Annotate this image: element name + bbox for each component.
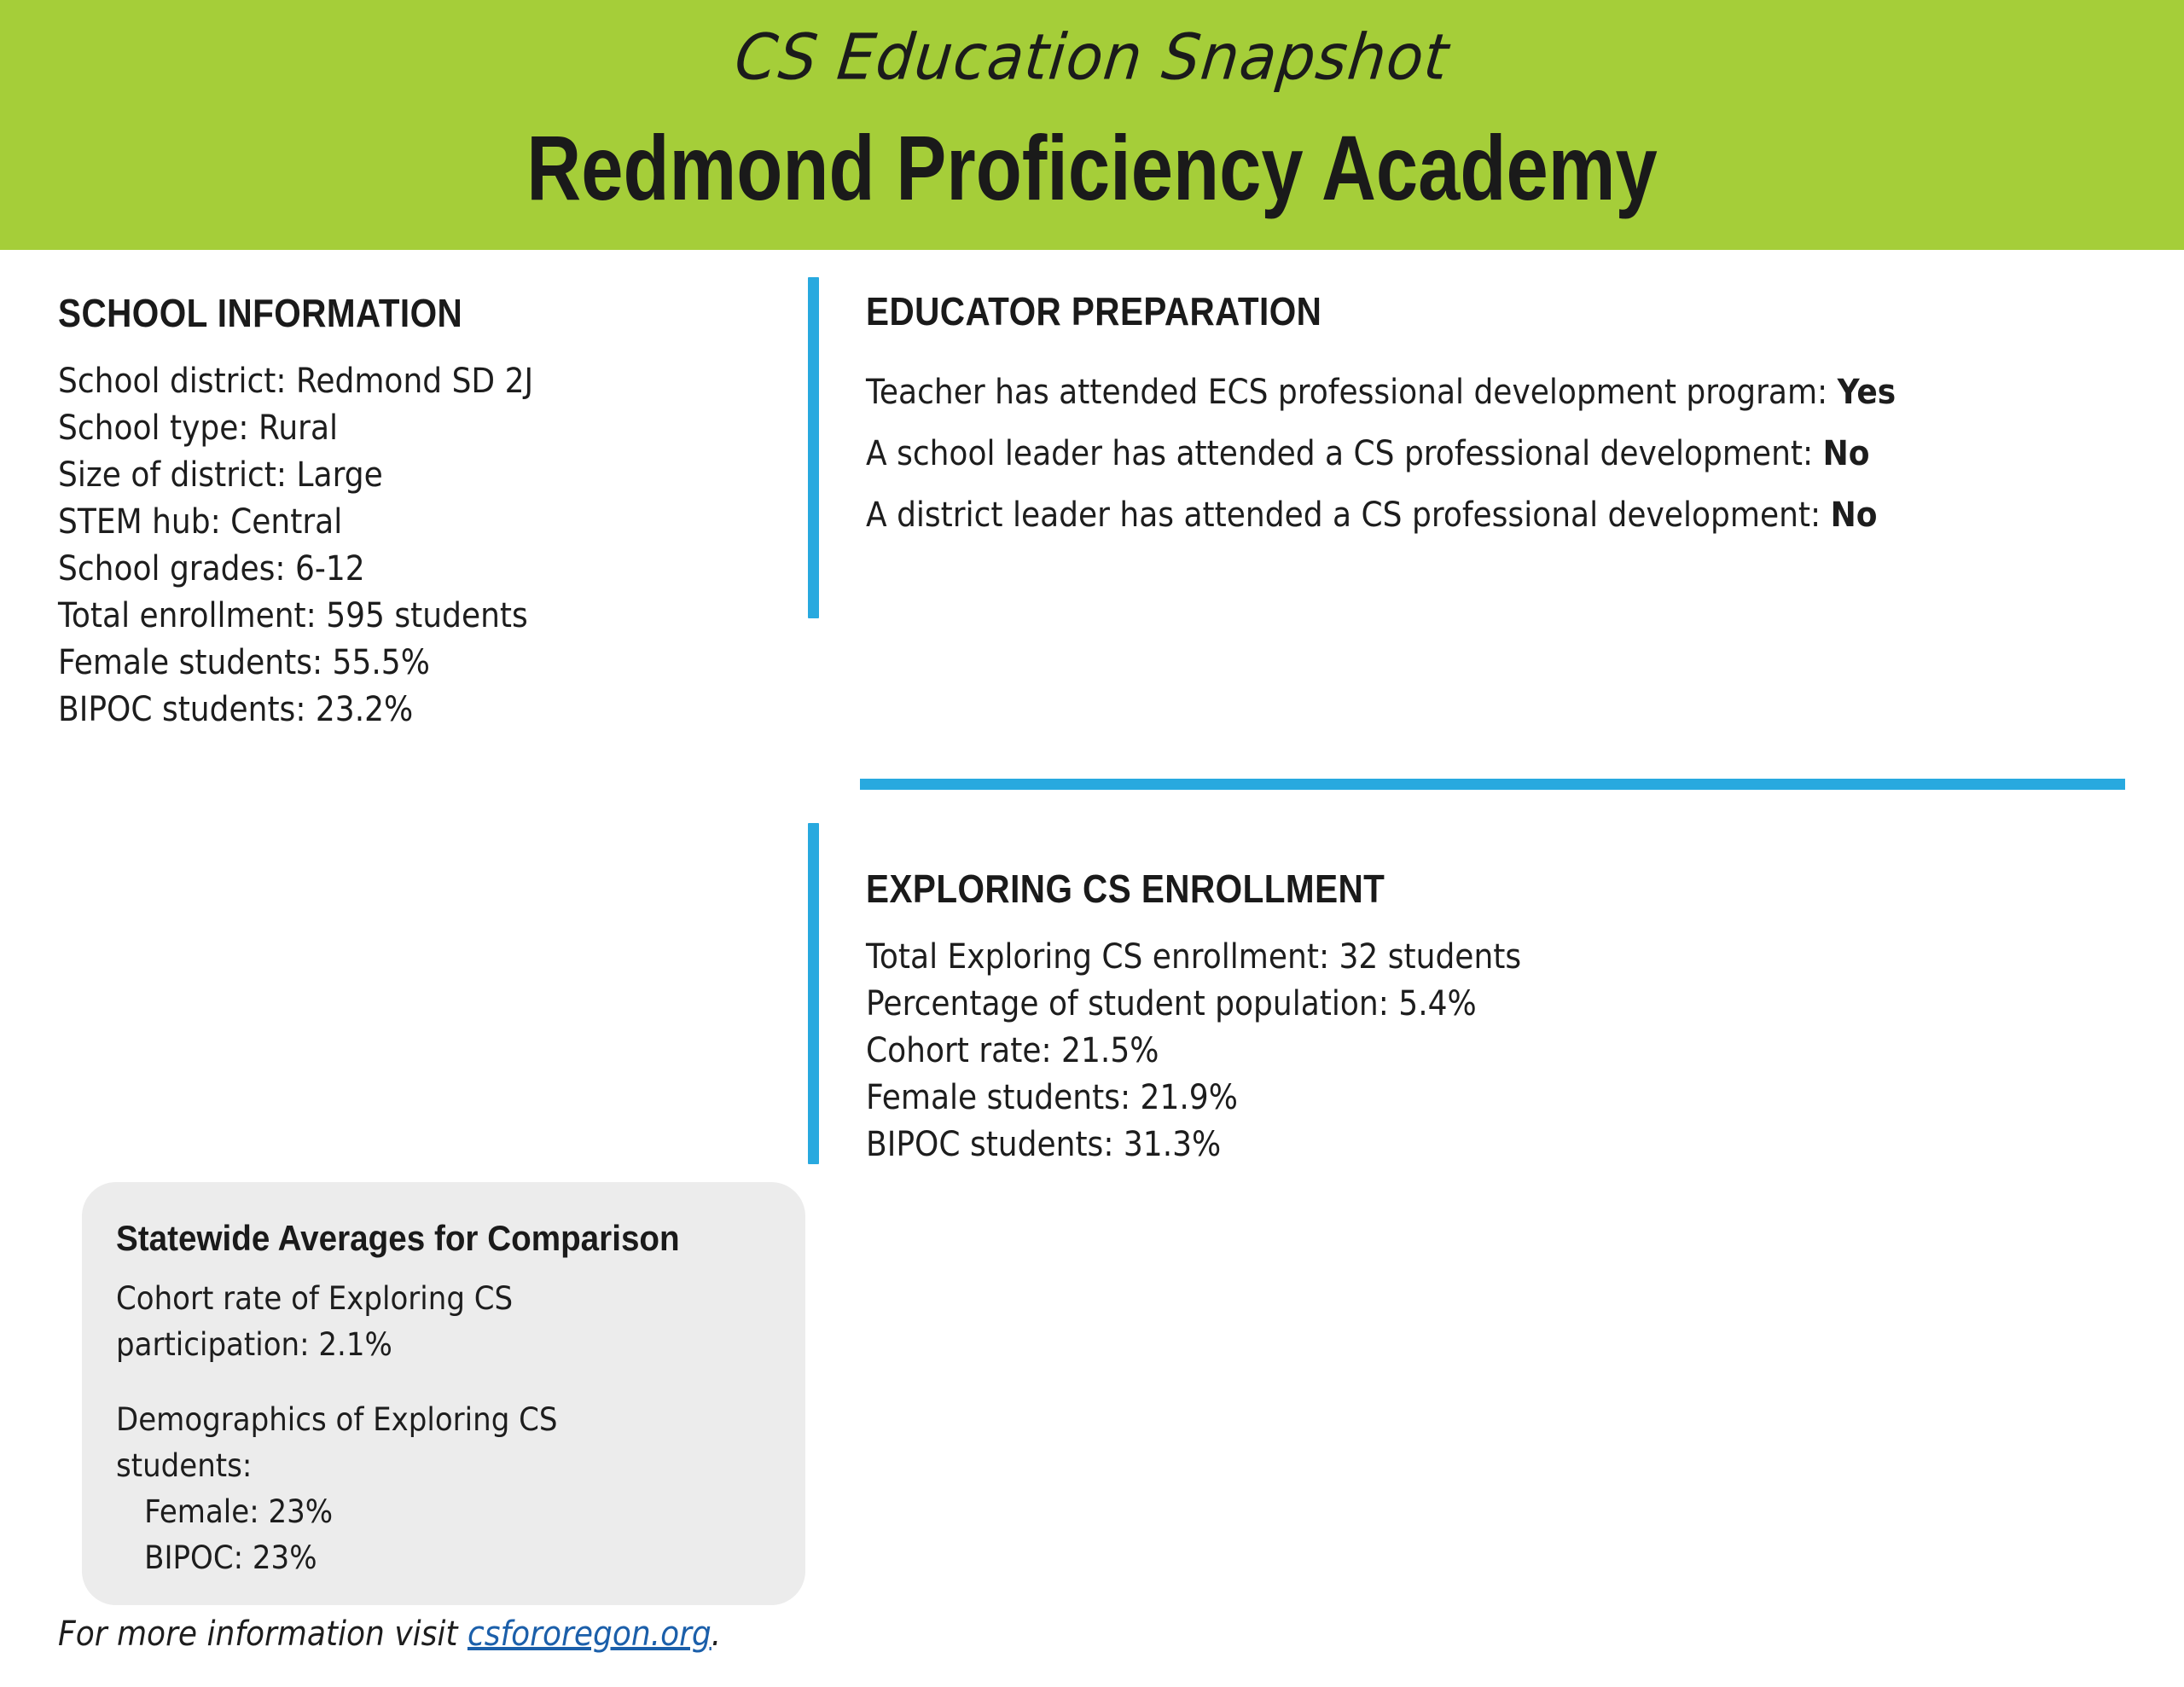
list-item: School grades: 6-12 <box>58 549 365 588</box>
statewide-demographics-group <box>116 1397 805 1581</box>
school-information-list <box>58 358 758 733</box>
educator-preparation-list <box>866 362 2146 546</box>
list-item <box>866 484 2018 546</box>
list-item: School district: Redmond SD 2J <box>58 362 534 401</box>
statewide-demographic-bipoc: BIPOC: 23% <box>144 1539 317 1576</box>
status-badge: Yes <box>1837 373 1896 412</box>
list-item: Size of district: Large <box>58 455 383 495</box>
educator-item-label: A school leader has attended a CS professional development: <box>866 434 1814 473</box>
school-information-heading: SCHOOL INFORMATION <box>58 291 463 335</box>
list-item: Total Exploring CS enrollment: 32 students <box>866 937 1522 977</box>
csfororegon-link[interactable]: csfororegon.org <box>467 1615 712 1654</box>
list-item <box>866 423 2018 484</box>
list-item: Female students: 21.9% <box>866 1078 1238 1117</box>
educator-preparation-section <box>866 288 2146 546</box>
status-badge: No <box>1830 496 1878 535</box>
educator-item-label: Teacher has attended ECS professional development program: <box>866 373 1828 412</box>
exploring-cs-enrollment-list <box>866 934 2060 1168</box>
exploring-cs-enrollment-heading: EXPLORING CS ENROLLMENT <box>866 867 1385 911</box>
statewide-line: Cohort rate of Exploring CS <box>116 1280 514 1317</box>
school-information-section <box>58 290 758 733</box>
list-item: Percentage of student population: 5.4% <box>866 984 1477 1023</box>
educator-preparation-heading: EDUCATOR PREPARATION <box>866 289 1322 333</box>
status-badge: No <box>1822 434 1870 473</box>
list-item <box>866 362 2018 423</box>
educator-preparation-accent-bar <box>808 277 819 618</box>
list-item: BIPOC students: 31.3% <box>866 1125 1222 1164</box>
exploring-cs-enrollment-section <box>866 866 2060 1168</box>
statewide-demographic-female: Female: 23% <box>144 1493 334 1530</box>
statewide-cohort-rate-group <box>116 1276 805 1368</box>
exploring-cs-accent-bar <box>808 823 819 1164</box>
list-item: BIPOC students: 23.2% <box>58 690 414 729</box>
statewide-averages-title: Statewide Averages for Comparison <box>116 1218 680 1258</box>
statewide-line: participation: 2.1% <box>116 1326 392 1363</box>
list-item: Cohort rate: 21.5% <box>866 1031 1159 1070</box>
list-item: Total enrollment: 595 students <box>58 596 528 635</box>
footer-note <box>58 1615 721 1654</box>
header-banner <box>0 0 2184 250</box>
statewide-line: students: <box>116 1447 253 1484</box>
footer-suffix-text: . <box>711 1615 722 1654</box>
snapshot-script-title: CS Education Snapshot <box>731 20 1453 95</box>
statewide-line: Demographics of Exploring CS <box>116 1401 558 1438</box>
list-item: Female students: 55.5% <box>58 643 430 682</box>
list-item: School type: Rural <box>58 409 339 448</box>
page-title: Redmond Proficiency Academy <box>526 116 1658 219</box>
educator-item-label: A district leader has attended a CS professional development: <box>866 496 1821 535</box>
list-item: STEM hub: Central <box>58 502 343 542</box>
section-divider <box>860 779 2125 790</box>
statewide-averages-panel <box>82 1182 805 1605</box>
footer-prefix-text: For more information visit <box>58 1615 468 1654</box>
